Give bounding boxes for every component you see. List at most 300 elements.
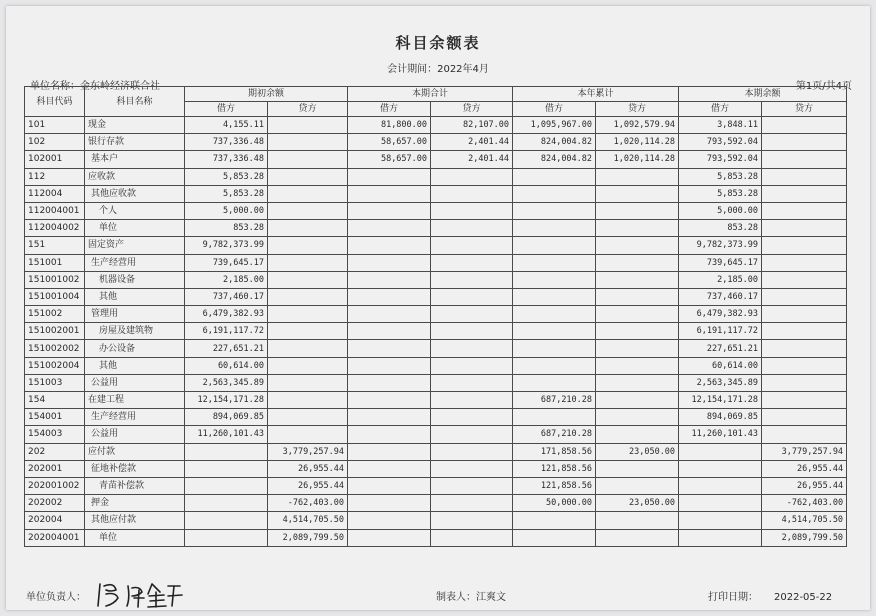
table-row: [25, 323, 847, 340]
account-name: 公益用: [85, 374, 185, 391]
current-debit-cell: [348, 443, 431, 460]
table-row: [25, 202, 847, 219]
current-credit-cell: [431, 168, 513, 185]
ytd-debit-cell: [513, 202, 596, 219]
opening-credit-cell: [268, 374, 348, 391]
account-name: 单位: [85, 529, 185, 546]
ytd-debit-cell: [513, 271, 596, 288]
table-row: [25, 426, 847, 443]
closing-debit-cell: 60,614.00: [679, 357, 762, 374]
current-debit-cell: 58,657.00: [348, 151, 431, 168]
current-credit-cell: [431, 220, 513, 237]
closing-debit-cell: [679, 529, 762, 546]
account-code: 151002001: [25, 323, 85, 340]
current-debit-cell: 81,800.00: [348, 117, 431, 134]
opening-debit-cell: 5,853.28: [185, 168, 268, 185]
account-name: 应付款: [85, 443, 185, 460]
header-row-1: [25, 87, 847, 102]
current-credit-cell: [431, 460, 513, 477]
account-code: 101: [25, 117, 85, 134]
account-code: 112004002: [25, 220, 85, 237]
account-name: 在建工程: [85, 392, 185, 409]
ytd-debit-cell: 121,858.56: [513, 477, 596, 494]
closing-credit-cell: [762, 151, 847, 168]
closing-credit-cell: 3,779,257.94: [762, 443, 847, 460]
account-name: 其他应付款: [85, 512, 185, 529]
current-credit-cell: [431, 340, 513, 357]
col-ytd-header: 本年累计: [513, 87, 679, 102]
current-debit-cell: [348, 254, 431, 271]
ytd-credit-cell: [596, 392, 679, 409]
opening-credit-cell: [268, 306, 348, 323]
current-debit-header: 借方: [348, 102, 431, 117]
table-row: [25, 477, 847, 494]
current-debit-cell: [348, 168, 431, 185]
opening-credit-cell: 26,955.44: [268, 477, 348, 494]
col-opening-header: 期初余额: [185, 87, 348, 102]
closing-debit-cell: 3,848.11: [679, 117, 762, 134]
ytd-credit-cell: [596, 168, 679, 185]
closing-debit-cell: 2,185.00: [679, 271, 762, 288]
ytd-debit-cell: [513, 306, 596, 323]
closing-debit-header: 借方: [679, 102, 762, 117]
account-code: 202004001: [25, 529, 85, 546]
account-code: 202: [25, 443, 85, 460]
opening-debit-cell: 739,645.17: [185, 254, 268, 271]
account-name: 机器设备: [85, 271, 185, 288]
opening-credit-cell: [268, 117, 348, 134]
opening-credit-cell: -762,403.00: [268, 495, 348, 512]
opening-debit-cell: 12,154,171.28: [185, 392, 268, 409]
ytd-credit-cell: [596, 220, 679, 237]
account-name: 其他: [85, 357, 185, 374]
closing-debit-cell: 9,782,373.99: [679, 237, 762, 254]
ytd-credit-cell: 23,050.00: [596, 495, 679, 512]
ytd-debit-cell: [513, 220, 596, 237]
account-name: 办公设备: [85, 340, 185, 357]
account-code: 112: [25, 168, 85, 185]
print-date-label: 打印日期：: [708, 592, 758, 603]
account-code: 202001002: [25, 477, 85, 494]
table-row: [25, 254, 847, 271]
maker-label: 制表人：江爽文: [436, 592, 506, 603]
handwritten-signature: [94, 580, 184, 610]
table-row: [25, 512, 847, 529]
current-credit-cell: [431, 288, 513, 305]
current-debit-cell: [348, 409, 431, 426]
account-name: 征地补偿款: [85, 460, 185, 477]
closing-credit-cell: [762, 340, 847, 357]
current-credit-cell: [431, 254, 513, 271]
current-credit-cell: [431, 495, 513, 512]
account-code: 151003: [25, 374, 85, 391]
col-code-header: 科目代码: [25, 87, 85, 117]
ytd-debit-cell: 687,210.28: [513, 392, 596, 409]
opening-credit-cell: [268, 340, 348, 357]
closing-credit-cell: [762, 392, 847, 409]
opening-credit-cell: [268, 185, 348, 202]
closing-credit-cell: [762, 409, 847, 426]
ytd-credit-cell: [596, 202, 679, 219]
account-name: 其他: [85, 288, 185, 305]
ytd-credit-cell: [596, 340, 679, 357]
opening-credit-cell: [268, 392, 348, 409]
opening-credit-cell: [268, 426, 348, 443]
account-code: 151001004: [25, 288, 85, 305]
account-code: 151002: [25, 306, 85, 323]
opening-credit-cell: [268, 409, 348, 426]
col-current-header: 本期合计: [348, 87, 513, 102]
opening-credit-cell: [268, 271, 348, 288]
table-row: [25, 340, 847, 357]
current-credit-cell: [431, 185, 513, 202]
current-credit-cell: [431, 512, 513, 529]
opening-credit-cell: [268, 288, 348, 305]
closing-debit-cell: 6,191,117.72: [679, 323, 762, 340]
closing-credit-cell: [762, 323, 847, 340]
current-debit-cell: [348, 529, 431, 546]
closing-credit-cell: [762, 220, 847, 237]
opening-debit-cell: 737,336.48: [185, 134, 268, 151]
ytd-debit-cell: [513, 254, 596, 271]
balance-table: [24, 86, 847, 547]
closing-credit-cell: [762, 168, 847, 185]
table-row: [25, 529, 847, 546]
closing-credit-cell: 26,955.44: [762, 477, 847, 494]
closing-debit-cell: 894,069.85: [679, 409, 762, 426]
ytd-debit-cell: 687,210.28: [513, 426, 596, 443]
opening-credit-cell: 3,779,257.94: [268, 443, 348, 460]
current-credit-cell: [431, 323, 513, 340]
closing-debit-cell: [679, 512, 762, 529]
current-debit-cell: [348, 374, 431, 391]
ytd-credit-cell: [596, 529, 679, 546]
ytd-debit-header: 借方: [513, 102, 596, 117]
closing-debit-cell: 12,154,171.28: [679, 392, 762, 409]
table-row: [25, 306, 847, 323]
current-credit-cell: [431, 237, 513, 254]
ytd-credit-cell: 23,050.00: [596, 443, 679, 460]
ytd-debit-cell: [513, 529, 596, 546]
current-debit-cell: 58,657.00: [348, 134, 431, 151]
closing-debit-cell: 793,592.04: [679, 151, 762, 168]
account-code: 151001002: [25, 271, 85, 288]
current-debit-cell: [348, 392, 431, 409]
opening-debit-cell: 5,853.28: [185, 185, 268, 202]
opening-debit-cell: 60,614.00: [185, 357, 268, 374]
table-row: [25, 168, 847, 185]
closing-credit-cell: [762, 134, 847, 151]
opening-debit-cell: [185, 460, 268, 477]
current-credit-cell: 82,107.00: [431, 117, 513, 134]
ytd-debit-cell: [513, 168, 596, 185]
report-title: 科目余额表: [395, 34, 481, 52]
closing-credit-cell: 4,514,705.50: [762, 512, 847, 529]
current-credit-header: 贷方: [431, 102, 513, 117]
closing-debit-cell: 5,853.28: [679, 168, 762, 185]
account-code: 202004: [25, 512, 85, 529]
opening-debit-cell: 894,069.85: [185, 409, 268, 426]
table-row: [25, 117, 847, 134]
current-credit-cell: [431, 374, 513, 391]
current-debit-cell: [348, 237, 431, 254]
table-row: [25, 134, 847, 151]
account-code: 154003: [25, 426, 85, 443]
col-closing-header: 本期余额: [679, 87, 847, 102]
opening-credit-cell: [268, 202, 348, 219]
closing-credit-cell: 26,955.44: [762, 460, 847, 477]
opening-credit-cell: 26,955.44: [268, 460, 348, 477]
closing-debit-cell: 853.28: [679, 220, 762, 237]
table-row: [25, 220, 847, 237]
opening-credit-cell: [268, 254, 348, 271]
closing-credit-cell: -762,403.00: [762, 495, 847, 512]
account-name: 生产经营用: [85, 409, 185, 426]
unit-name: 单位名称：金东岭经济联合社: [30, 81, 160, 92]
account-name: 公益用: [85, 426, 185, 443]
opening-debit-cell: 2,185.00: [185, 271, 268, 288]
table-row: [25, 495, 847, 512]
closing-debit-cell: [679, 495, 762, 512]
closing-debit-cell: 11,260,101.43: [679, 426, 762, 443]
account-name: 个人: [85, 202, 185, 219]
opening-credit-cell: [268, 323, 348, 340]
closing-credit-cell: [762, 288, 847, 305]
account-name: 管理用: [85, 306, 185, 323]
account-name: 固定资产: [85, 237, 185, 254]
ytd-debit-cell: 824,004.82: [513, 134, 596, 151]
account-name: 青苗补偿款: [85, 477, 185, 494]
account-code: 102: [25, 134, 85, 151]
ytd-credit-cell: 1,020,114.28: [596, 151, 679, 168]
current-debit-cell: [348, 306, 431, 323]
current-credit-cell: 2,401.44: [431, 151, 513, 168]
table-row: [25, 409, 847, 426]
ytd-debit-cell: [513, 357, 596, 374]
opening-credit-cell: [268, 168, 348, 185]
ytd-debit-cell: 121,858.56: [513, 460, 596, 477]
account-code: 112004: [25, 185, 85, 202]
opening-credit-header: 贷方: [268, 102, 348, 117]
opening-debit-cell: 227,651.21: [185, 340, 268, 357]
opening-debit-cell: 737,336.48: [185, 151, 268, 168]
page-info: 第1页/共4页: [795, 81, 852, 92]
closing-credit-header: 贷方: [762, 102, 847, 117]
closing-debit-cell: [679, 460, 762, 477]
current-debit-cell: [348, 477, 431, 494]
closing-debit-cell: 2,563,345.89: [679, 374, 762, 391]
opening-debit-cell: 9,782,373.99: [185, 237, 268, 254]
ytd-credit-cell: [596, 288, 679, 305]
opening-debit-cell: 5,000.00: [185, 202, 268, 219]
account-code: 151001: [25, 254, 85, 271]
current-debit-cell: [348, 512, 431, 529]
ytd-credit-cell: [596, 306, 679, 323]
opening-debit-cell: 853.28: [185, 220, 268, 237]
closing-credit-cell: 2,089,799.50: [762, 529, 847, 546]
table-row: [25, 357, 847, 374]
opening-credit-cell: [268, 151, 348, 168]
opening-credit-cell: [268, 220, 348, 237]
ytd-credit-cell: [596, 426, 679, 443]
opening-debit-header: 借方: [185, 102, 268, 117]
ytd-debit-cell: 171,858.56: [513, 443, 596, 460]
closing-credit-cell: [762, 374, 847, 391]
account-code: 151: [25, 237, 85, 254]
table-row: [25, 443, 847, 460]
account-name: 基本户: [85, 151, 185, 168]
ytd-debit-cell: [513, 288, 596, 305]
manager-label: 单位负责人：: [26, 592, 86, 603]
ytd-debit-cell: [513, 409, 596, 426]
closing-credit-cell: [762, 237, 847, 254]
current-credit-cell: [431, 392, 513, 409]
ytd-credit-cell: [596, 323, 679, 340]
table-row: [25, 392, 847, 409]
closing-debit-cell: [679, 443, 762, 460]
opening-credit-cell: [268, 237, 348, 254]
table-row: [25, 460, 847, 477]
opening-credit-cell: 4,514,705.50: [268, 512, 348, 529]
print-date-value: 2022-05-22: [774, 592, 833, 603]
ytd-debit-cell: [513, 374, 596, 391]
current-debit-cell: [348, 460, 431, 477]
ytd-debit-cell: [513, 323, 596, 340]
closing-credit-cell: [762, 117, 847, 134]
account-code: 202001: [25, 460, 85, 477]
account-code: 151002002: [25, 340, 85, 357]
current-debit-cell: [348, 220, 431, 237]
closing-debit-cell: 6,479,382.93: [679, 306, 762, 323]
current-debit-cell: [348, 340, 431, 357]
closing-credit-cell: [762, 185, 847, 202]
current-debit-cell: [348, 202, 431, 219]
ytd-debit-cell: 1,095,967.00: [513, 117, 596, 134]
ytd-credit-cell: 1,092,579.94: [596, 117, 679, 134]
current-debit-cell: [348, 288, 431, 305]
closing-credit-cell: [762, 271, 847, 288]
account-code: 102001: [25, 151, 85, 168]
account-name: 单位: [85, 220, 185, 237]
ytd-credit-cell: [596, 185, 679, 202]
ytd-credit-cell: [596, 254, 679, 271]
current-debit-cell: [348, 495, 431, 512]
ytd-debit-cell: [513, 512, 596, 529]
ytd-credit-cell: [596, 357, 679, 374]
account-code: 154: [25, 392, 85, 409]
ytd-debit-cell: 50,000.00: [513, 495, 596, 512]
print-date: [708, 588, 832, 603]
closing-debit-cell: 227,651.21: [679, 340, 762, 357]
opening-debit-cell: 2,563,345.89: [185, 374, 268, 391]
current-credit-cell: [431, 529, 513, 546]
current-debit-cell: [348, 323, 431, 340]
account-name: 现金: [85, 117, 185, 134]
opening-debit-cell: [185, 495, 268, 512]
opening-debit-cell: 6,191,117.72: [185, 323, 268, 340]
account-name: 房屋及建筑物: [85, 323, 185, 340]
table-row: [25, 185, 847, 202]
closing-debit-cell: 793,592.04: [679, 134, 762, 151]
current-credit-cell: [431, 271, 513, 288]
current-credit-cell: [431, 306, 513, 323]
account-name: 生产经营用: [85, 254, 185, 271]
table-row: [25, 237, 847, 254]
ytd-debit-cell: [513, 340, 596, 357]
account-code: 151002004: [25, 357, 85, 374]
ytd-debit-cell: [513, 185, 596, 202]
table-row: [25, 374, 847, 391]
ytd-credit-cell: 1,020,114.28: [596, 134, 679, 151]
closing-credit-cell: [762, 426, 847, 443]
account-name: 其他应收款: [85, 185, 185, 202]
ytd-credit-cell: [596, 271, 679, 288]
account-name: 应收款: [85, 168, 185, 185]
account-name: 押金: [85, 495, 185, 512]
opening-debit-cell: 737,460.17: [185, 288, 268, 305]
table-row: [25, 288, 847, 305]
opening-debit-cell: [185, 477, 268, 494]
closing-debit-cell: [679, 477, 762, 494]
current-credit-cell: [431, 357, 513, 374]
current-debit-cell: [348, 426, 431, 443]
closing-credit-cell: [762, 254, 847, 271]
table-body: [25, 117, 847, 547]
closing-debit-cell: 737,460.17: [679, 288, 762, 305]
account-code: 112004001: [25, 202, 85, 219]
current-debit-cell: [348, 271, 431, 288]
current-debit-cell: [348, 357, 431, 374]
opening-credit-cell: [268, 357, 348, 374]
opening-debit-cell: 6,479,382.93: [185, 306, 268, 323]
closing-debit-cell: 5,000.00: [679, 202, 762, 219]
current-credit-cell: [431, 202, 513, 219]
current-credit-cell: 2,401.44: [431, 134, 513, 151]
ytd-credit-cell: [596, 237, 679, 254]
closing-credit-cell: [762, 357, 847, 374]
opening-debit-cell: [185, 443, 268, 460]
closing-credit-cell: [762, 202, 847, 219]
current-debit-cell: [348, 185, 431, 202]
ytd-credit-cell: [596, 477, 679, 494]
col-name-header: 科目名称: [85, 87, 185, 117]
ytd-credit-cell: [596, 460, 679, 477]
closing-debit-cell: 5,853.28: [679, 185, 762, 202]
opening-debit-cell: 11,260,101.43: [185, 426, 268, 443]
current-credit-cell: [431, 409, 513, 426]
accounting-period: 会计期间：2022年4月: [387, 64, 489, 75]
opening-debit-cell: [185, 529, 268, 546]
ytd-credit-header: 贷方: [596, 102, 679, 117]
closing-credit-cell: [762, 306, 847, 323]
account-code: 154001: [25, 409, 85, 426]
ytd-debit-cell: 824,004.82: [513, 151, 596, 168]
ytd-credit-cell: [596, 409, 679, 426]
opening-credit-cell: 2,089,799.50: [268, 529, 348, 546]
account-name: 银行存款: [85, 134, 185, 151]
current-credit-cell: [431, 477, 513, 494]
current-credit-cell: [431, 426, 513, 443]
opening-credit-cell: [268, 134, 348, 151]
opening-debit-cell: [185, 512, 268, 529]
ytd-credit-cell: [596, 512, 679, 529]
opening-debit-cell: 4,155.11: [185, 117, 268, 134]
ytd-debit-cell: [513, 237, 596, 254]
account-code: 202002: [25, 495, 85, 512]
closing-debit-cell: 739,645.17: [679, 254, 762, 271]
table-row: [25, 151, 847, 168]
table-row: [25, 271, 847, 288]
